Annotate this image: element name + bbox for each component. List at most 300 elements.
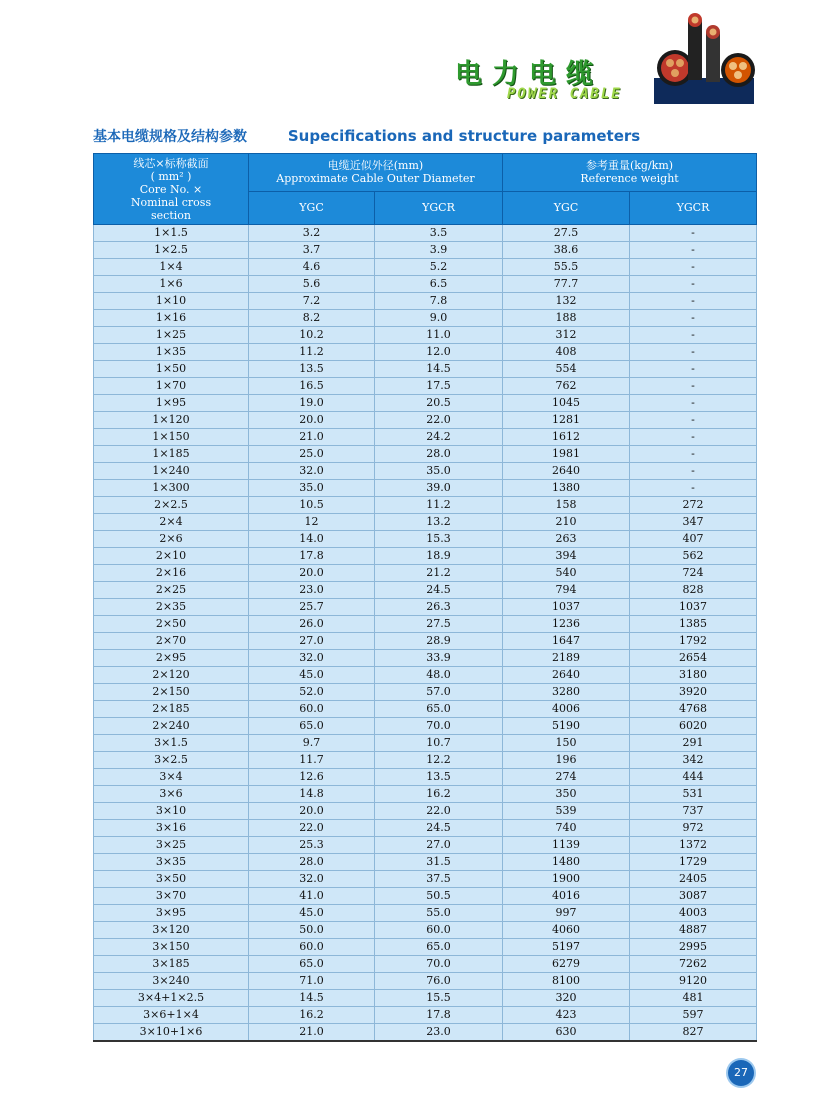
cell-weight-ygc: 1281 — [503, 412, 630, 429]
cell-weight-ygcr: 597 — [630, 1007, 757, 1024]
cell-core-section: 2×150 — [94, 684, 249, 701]
cell-diameter-ygcr: 20.5 — [375, 395, 503, 412]
cell-weight-ygc: 997 — [503, 905, 630, 922]
cell-diameter-ygc: 28.0 — [249, 854, 375, 871]
cell-diameter-ygcr: 70.0 — [375, 718, 503, 735]
table-row — [94, 276, 757, 293]
cell-weight-ygcr: 3180 — [630, 667, 757, 684]
cell-diameter-ygc: 32.0 — [249, 463, 375, 480]
cell-weight-ygc: 740 — [503, 820, 630, 837]
table-row — [94, 378, 757, 395]
cell-weight-ygc: 263 — [503, 531, 630, 548]
table-row — [94, 616, 757, 633]
cell-diameter-ygc: 11.2 — [249, 344, 375, 361]
cell-diameter-ygcr: 13.5 — [375, 769, 503, 786]
cell-diameter-ygc: 23.0 — [249, 582, 375, 599]
header-diameter — [249, 154, 503, 192]
cell-core-section: 2×240 — [94, 718, 249, 735]
cell-core-section: 3×2.5 — [94, 752, 249, 769]
cell-weight-ygcr: 444 — [630, 769, 757, 786]
table-row — [94, 531, 757, 548]
cell-diameter-ygc: 12 — [249, 514, 375, 531]
cell-weight-ygc: 4016 — [503, 888, 630, 905]
table-row — [94, 1024, 757, 1042]
cell-weight-ygcr: - — [630, 446, 757, 463]
cell-core-section: 3×10+1×6 — [94, 1024, 249, 1042]
cell-diameter-ygcr: 50.5 — [375, 888, 503, 905]
cell-diameter-ygc: 25.3 — [249, 837, 375, 854]
table-row — [94, 361, 757, 378]
table-row — [94, 905, 757, 922]
table-row — [94, 293, 757, 310]
table-row — [94, 395, 757, 412]
cell-weight-ygcr: 4887 — [630, 922, 757, 939]
cell-core-section: 1×16 — [94, 310, 249, 327]
header-weight-ygc: YGC — [503, 191, 630, 224]
cell-weight-ygc: 4006 — [503, 701, 630, 718]
cell-core-section: 1×240 — [94, 463, 249, 480]
cell-diameter-ygcr: 24.5 — [375, 582, 503, 599]
cell-weight-ygcr: 3087 — [630, 888, 757, 905]
cell-diameter-ygc: 41.0 — [249, 888, 375, 905]
cell-diameter-ygcr: 3.9 — [375, 242, 503, 259]
cell-weight-ygcr: - — [630, 395, 757, 412]
cell-weight-ygcr: 737 — [630, 803, 757, 820]
cell-diameter-ygcr: 48.0 — [375, 667, 503, 684]
cell-weight-ygc: 762 — [503, 378, 630, 395]
table-row — [94, 225, 757, 242]
cell-core-section: 2×95 — [94, 650, 249, 667]
cell-weight-ygc: 1037 — [503, 599, 630, 616]
cell-diameter-ygc: 14.5 — [249, 990, 375, 1007]
cell-diameter-ygc: 16.2 — [249, 1007, 375, 1024]
brand-title-en: POWER CABLE — [507, 86, 622, 102]
cell-weight-ygcr: 9120 — [630, 973, 757, 990]
cell-diameter-ygc: 45.0 — [249, 667, 375, 684]
cell-weight-ygc: 2189 — [503, 650, 630, 667]
cell-weight-ygcr: 562 — [630, 548, 757, 565]
cell-diameter-ygcr: 12.0 — [375, 344, 503, 361]
cell-weight-ygcr: 347 — [630, 514, 757, 531]
cell-weight-ygc: 630 — [503, 1024, 630, 1042]
cell-diameter-ygcr: 57.0 — [375, 684, 503, 701]
cell-diameter-ygc: 13.5 — [249, 361, 375, 378]
cell-weight-ygc: 6279 — [503, 956, 630, 973]
cell-weight-ygc: 794 — [503, 582, 630, 599]
cell-diameter-ygcr: 22.0 — [375, 412, 503, 429]
cell-diameter-ygcr: 17.5 — [375, 378, 503, 395]
cell-diameter-ygc: 27.0 — [249, 633, 375, 650]
cell-core-section: 1×10 — [94, 293, 249, 310]
cell-core-section: 3×150 — [94, 939, 249, 956]
cell-weight-ygcr: 828 — [630, 582, 757, 599]
table-row — [94, 497, 757, 514]
cell-diameter-ygcr: 35.0 — [375, 463, 503, 480]
header-diameter-ygc: YGC — [249, 191, 375, 224]
cell-weight-ygcr: 3920 — [630, 684, 757, 701]
table-row — [94, 820, 757, 837]
cell-core-section: 1×1.5 — [94, 225, 249, 242]
table-row — [94, 480, 757, 497]
table-row — [94, 310, 757, 327]
cell-core-section: 3×35 — [94, 854, 249, 871]
header-diameter-en: Approximate Cable Outer Diameter — [276, 172, 475, 186]
cell-core-section: 3×240 — [94, 973, 249, 990]
cell-diameter-ygcr: 23.0 — [375, 1024, 503, 1042]
header-weight-en: Reference weight — [580, 172, 679, 186]
cell-core-section: 2×4 — [94, 514, 249, 531]
cell-diameter-ygcr: 39.0 — [375, 480, 503, 497]
cell-core-section: 1×300 — [94, 480, 249, 497]
cell-diameter-ygc: 19.0 — [249, 395, 375, 412]
cell-core-section: 3×70 — [94, 888, 249, 905]
cell-weight-ygc: 38.6 — [503, 242, 630, 259]
cell-weight-ygcr: 531 — [630, 786, 757, 803]
table-row — [94, 786, 757, 803]
cell-core-section: 1×185 — [94, 446, 249, 463]
cell-diameter-ygcr: 11.2 — [375, 497, 503, 514]
cell-weight-ygc: 1045 — [503, 395, 630, 412]
cell-weight-ygcr: 724 — [630, 565, 757, 582]
cell-core-section: 1×95 — [94, 395, 249, 412]
cell-weight-ygcr: - — [630, 480, 757, 497]
cell-diameter-ygc: 17.8 — [249, 548, 375, 565]
cell-diameter-ygcr: 14.5 — [375, 361, 503, 378]
cell-weight-ygcr: 481 — [630, 990, 757, 1007]
header-core-en: Core No. × Nominal cross section — [130, 182, 212, 222]
table-row — [94, 837, 757, 854]
cell-diameter-ygc: 60.0 — [249, 701, 375, 718]
cell-diameter-ygcr: 70.0 — [375, 956, 503, 973]
table-row — [94, 735, 757, 752]
cell-diameter-ygcr: 31.5 — [375, 854, 503, 871]
cell-weight-ygcr: 972 — [630, 820, 757, 837]
cell-weight-ygc: 312 — [503, 327, 630, 344]
cell-core-section: 3×120 — [94, 922, 249, 939]
cell-weight-ygc: 27.5 — [503, 225, 630, 242]
cell-weight-ygc: 150 — [503, 735, 630, 752]
table-row — [94, 854, 757, 871]
cell-diameter-ygc: 45.0 — [249, 905, 375, 922]
cell-core-section: 3×4+1×2.5 — [94, 990, 249, 1007]
cell-core-section: 2×10 — [94, 548, 249, 565]
cell-weight-ygcr: - — [630, 378, 757, 395]
cell-weight-ygcr: 6020 — [630, 718, 757, 735]
brand-title-cn: 电力电缆 — [455, 59, 603, 90]
cell-weight-ygc: 210 — [503, 514, 630, 531]
cell-diameter-ygc: 14.0 — [249, 531, 375, 548]
cell-diameter-ygcr: 76.0 — [375, 973, 503, 990]
table-row — [94, 259, 757, 276]
cell-weight-ygc: 1236 — [503, 616, 630, 633]
cell-weight-ygcr: 291 — [630, 735, 757, 752]
header-diameter-cn: 电缆近似外径(mm) — [327, 159, 424, 173]
cell-diameter-ygc: 32.0 — [249, 871, 375, 888]
cell-weight-ygc: 540 — [503, 565, 630, 582]
cell-weight-ygc: 408 — [503, 344, 630, 361]
cell-core-section: 3×95 — [94, 905, 249, 922]
cell-core-section: 1×6 — [94, 276, 249, 293]
cell-diameter-ygcr: 24.5 — [375, 820, 503, 837]
cell-weight-ygc: 8100 — [503, 973, 630, 990]
cell-weight-ygc: 2640 — [503, 667, 630, 684]
header-weight — [503, 154, 757, 192]
cell-weight-ygcr: - — [630, 242, 757, 259]
table-row — [94, 633, 757, 650]
cell-diameter-ygcr: 26.3 — [375, 599, 503, 616]
cell-weight-ygcr: - — [630, 293, 757, 310]
cell-weight-ygcr: 272 — [630, 497, 757, 514]
table-row — [94, 939, 757, 956]
cell-weight-ygc: 423 — [503, 1007, 630, 1024]
cell-diameter-ygc: 12.6 — [249, 769, 375, 786]
cell-weight-ygc: 1647 — [503, 633, 630, 650]
cell-weight-ygcr: 827 — [630, 1024, 757, 1042]
cell-weight-ygc: 554 — [503, 361, 630, 378]
table-row — [94, 412, 757, 429]
cell-core-section: 3×25 — [94, 837, 249, 854]
cell-diameter-ygcr: 3.5 — [375, 225, 503, 242]
cell-core-section: 2×50 — [94, 616, 249, 633]
table-row — [94, 548, 757, 565]
cell-core-section: 1×70 — [94, 378, 249, 395]
cell-diameter-ygcr: 24.2 — [375, 429, 503, 446]
cell-core-section: 3×10 — [94, 803, 249, 820]
cell-diameter-ygcr: 9.0 — [375, 310, 503, 327]
cell-weight-ygc: 132 — [503, 293, 630, 310]
table-row — [94, 922, 757, 939]
cell-diameter-ygcr: 60.0 — [375, 922, 503, 939]
section-title-cn: 基本电缆规格及结构参数 — [93, 129, 247, 145]
cell-diameter-ygc: 35.0 — [249, 480, 375, 497]
header-weight-ygcr: YGCR — [630, 191, 757, 224]
cell-diameter-ygc: 50.0 — [249, 922, 375, 939]
cell-diameter-ygc: 4.6 — [249, 259, 375, 276]
cell-diameter-ygc: 9.7 — [249, 735, 375, 752]
table-row — [94, 973, 757, 990]
cell-diameter-ygc: 60.0 — [249, 939, 375, 956]
cell-diameter-ygcr: 65.0 — [375, 939, 503, 956]
cell-core-section: 3×50 — [94, 871, 249, 888]
cell-diameter-ygc: 65.0 — [249, 956, 375, 973]
cell-diameter-ygc: 22.0 — [249, 820, 375, 837]
cell-core-section: 2×16 — [94, 565, 249, 582]
cell-diameter-ygc: 7.2 — [249, 293, 375, 310]
cell-core-section: 1×50 — [94, 361, 249, 378]
section-title-en: Supecifications and structure parameters — [287, 127, 641, 145]
cell-diameter-ygc: 3.2 — [249, 225, 375, 242]
cell-weight-ygcr: - — [630, 225, 757, 242]
cell-core-section: 2×70 — [94, 633, 249, 650]
cell-core-section: 1×2.5 — [94, 242, 249, 259]
header-core-unit: ( mm² ) — [150, 169, 192, 183]
cell-core-section: 3×6 — [94, 786, 249, 803]
cell-weight-ygcr: - — [630, 463, 757, 480]
cell-diameter-ygcr: 28.0 — [375, 446, 503, 463]
cell-weight-ygcr: 7262 — [630, 956, 757, 973]
cell-weight-ygc: 539 — [503, 803, 630, 820]
cell-weight-ygcr: - — [630, 276, 757, 293]
cell-core-section: 2×6 — [94, 531, 249, 548]
cell-weight-ygc: 274 — [503, 769, 630, 786]
cell-diameter-ygc: 21.0 — [249, 429, 375, 446]
cell-diameter-ygc: 25.7 — [249, 599, 375, 616]
cell-core-section: 3×6+1×4 — [94, 1007, 249, 1024]
cell-weight-ygc: 1139 — [503, 837, 630, 854]
table-row — [94, 446, 757, 463]
table-row — [94, 429, 757, 446]
table-row — [94, 599, 757, 616]
cell-diameter-ygc: 3.7 — [249, 242, 375, 259]
cell-weight-ygcr: 407 — [630, 531, 757, 548]
cell-diameter-ygcr: 7.8 — [375, 293, 503, 310]
cell-core-section: 1×150 — [94, 429, 249, 446]
cell-diameter-ygcr: 37.5 — [375, 871, 503, 888]
cell-weight-ygc: 55.5 — [503, 259, 630, 276]
cell-diameter-ygc: 52.0 — [249, 684, 375, 701]
table-row — [94, 242, 757, 259]
cell-diameter-ygcr: 12.2 — [375, 752, 503, 769]
spec-table — [93, 153, 757, 1042]
cell-core-section: 1×4 — [94, 259, 249, 276]
cell-weight-ygc: 77.7 — [503, 276, 630, 293]
header-weight-cn: 参考重量(kg/km) — [585, 159, 674, 173]
cell-diameter-ygcr: 27.0 — [375, 837, 503, 854]
cell-core-section: 3×1.5 — [94, 735, 249, 752]
cell-weight-ygcr: 2654 — [630, 650, 757, 667]
cell-weight-ygcr: - — [630, 344, 757, 361]
cell-diameter-ygcr: 18.9 — [375, 548, 503, 565]
cell-diameter-ygcr: 17.8 — [375, 1007, 503, 1024]
header-diameter-ygcr: YGCR — [375, 191, 503, 224]
cell-weight-ygc: 3280 — [503, 684, 630, 701]
cell-weight-ygc: 1480 — [503, 854, 630, 871]
table-row — [94, 582, 757, 599]
cell-diameter-ygcr: 11.0 — [375, 327, 503, 344]
cell-diameter-ygcr: 55.0 — [375, 905, 503, 922]
cell-core-section: 1×25 — [94, 327, 249, 344]
cell-weight-ygcr: 1729 — [630, 854, 757, 871]
cell-core-section: 3×16 — [94, 820, 249, 837]
table-row — [94, 565, 757, 582]
header-core — [94, 154, 249, 225]
cell-weight-ygcr: - — [630, 412, 757, 429]
cell-weight-ygc: 5197 — [503, 939, 630, 956]
cell-core-section: 2×2.5 — [94, 497, 249, 514]
table-row — [94, 684, 757, 701]
cell-weight-ygcr: 1385 — [630, 616, 757, 633]
cell-weight-ygc: 188 — [503, 310, 630, 327]
cell-weight-ygc: 196 — [503, 752, 630, 769]
cell-diameter-ygc: 16.5 — [249, 378, 375, 395]
cell-diameter-ygc: 32.0 — [249, 650, 375, 667]
cell-weight-ygc: 394 — [503, 548, 630, 565]
section-title — [93, 126, 753, 146]
cell-diameter-ygcr: 22.0 — [375, 803, 503, 820]
cell-diameter-ygc: 5.6 — [249, 276, 375, 293]
cell-diameter-ygc: 25.0 — [249, 446, 375, 463]
table-row — [94, 327, 757, 344]
cell-diameter-ygcr: 10.7 — [375, 735, 503, 752]
table-row — [94, 871, 757, 888]
table-row — [94, 1007, 757, 1024]
cell-weight-ygc: 1900 — [503, 871, 630, 888]
table-row — [94, 956, 757, 973]
cell-weight-ygcr: 342 — [630, 752, 757, 769]
cell-weight-ygc: 5190 — [503, 718, 630, 735]
cell-diameter-ygcr: 33.9 — [375, 650, 503, 667]
table-row — [94, 463, 757, 480]
cell-diameter-ygc: 21.0 — [249, 1024, 375, 1042]
cell-diameter-ygc: 20.0 — [249, 412, 375, 429]
cell-diameter-ygcr: 6.5 — [375, 276, 503, 293]
cell-weight-ygc: 4060 — [503, 922, 630, 939]
cell-diameter-ygc: 26.0 — [249, 616, 375, 633]
cell-weight-ygc: 158 — [503, 497, 630, 514]
table-row — [94, 769, 757, 786]
cell-weight-ygc: 1612 — [503, 429, 630, 446]
header-core-cn: 线芯×标称截面 — [133, 156, 209, 170]
cell-core-section: 1×120 — [94, 412, 249, 429]
cell-weight-ygc: 2640 — [503, 463, 630, 480]
cell-weight-ygcr: 1792 — [630, 633, 757, 650]
cell-diameter-ygc: 8.2 — [249, 310, 375, 327]
table-row — [94, 650, 757, 667]
cell-core-section: 2×35 — [94, 599, 249, 616]
cell-weight-ygcr: 4003 — [630, 905, 757, 922]
table-row — [94, 701, 757, 718]
cell-weight-ygcr: - — [630, 310, 757, 327]
table-row — [94, 344, 757, 361]
cell-diameter-ygcr: 65.0 — [375, 701, 503, 718]
cell-core-section: 3×4 — [94, 769, 249, 786]
cell-diameter-ygc: 65.0 — [249, 718, 375, 735]
cell-weight-ygcr: 2995 — [630, 939, 757, 956]
cell-core-section: 2×25 — [94, 582, 249, 599]
table-row — [94, 667, 757, 684]
table-row — [94, 752, 757, 769]
cell-diameter-ygc: 11.7 — [249, 752, 375, 769]
cell-weight-ygc: 350 — [503, 786, 630, 803]
cell-weight-ygc: 1380 — [503, 480, 630, 497]
cell-diameter-ygc: 71.0 — [249, 973, 375, 990]
table-row — [94, 803, 757, 820]
spec-table-body — [94, 225, 757, 1042]
cell-diameter-ygcr: 27.5 — [375, 616, 503, 633]
table-row — [94, 990, 757, 1007]
cell-diameter-ygc: 20.0 — [249, 565, 375, 582]
cell-diameter-ygc: 20.0 — [249, 803, 375, 820]
cell-weight-ygc: 320 — [503, 990, 630, 1007]
cell-diameter-ygc: 10.2 — [249, 327, 375, 344]
cell-weight-ygcr: - — [630, 429, 757, 446]
cable-cross-section-icon — [650, 8, 760, 108]
cell-weight-ygcr: - — [630, 259, 757, 276]
cell-weight-ygcr: - — [630, 361, 757, 378]
table-row — [94, 514, 757, 531]
cell-core-section: 2×120 — [94, 667, 249, 684]
cell-diameter-ygcr: 15.3 — [375, 531, 503, 548]
cell-weight-ygcr: - — [630, 327, 757, 344]
cell-weight-ygcr: 1037 — [630, 599, 757, 616]
cell-core-section: 1×35 — [94, 344, 249, 361]
cell-core-section: 3×185 — [94, 956, 249, 973]
cell-diameter-ygc: 14.8 — [249, 786, 375, 803]
table-row — [94, 888, 757, 905]
cell-diameter-ygc: 10.5 — [249, 497, 375, 514]
cell-diameter-ygcr: 28.9 — [375, 633, 503, 650]
cell-diameter-ygcr: 15.5 — [375, 990, 503, 1007]
